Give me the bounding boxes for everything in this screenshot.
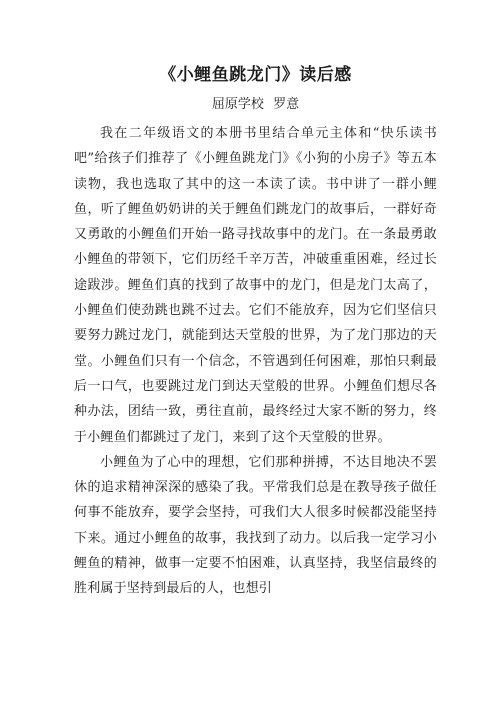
- document-title: 《小鲤鱼跳龙门》读后感: [159, 65, 352, 85]
- body-paragraph-1: 我在二年级语文的本册书里结合单元主体和“快乐读书吧”给孩子们推荐了《小鲤鱼跳龙门》《小狗的小房子》等五本读物，我也选取了其中的这一本读了读。书中讲了一群小鲤鱼，听了鲤鱼奶奶讲的关于鲤鱼们跳龙门的故事后，一群好奇又勇敢的小鲤鱼们开始一路寻找故事中的龙门。在一条最勇敢小鲤鱼的带领下，它们历经千辛万苦，冲破重重困难，经过长途跋涉。鲤鱼们真的找到了故事中的龙门，但是龙门太高了，小鲤鱼们使劲跳也跳不过去。它们不能放弃，因为它们坚信只要努力跳过龙门，就能到达天堂般的世界，为了龙门那边的天堂。小鲤鱼们只有一个信念，不管遇到任何困难，那怕只剩最后一口气，也要跳过龙门到达天堂般的世界。小鲤鱼们想尽各种办法，团结一致，勇往直前，最终经过大家不断的努力，终于小鲤鱼们都跳过了龙门，来到了这个天堂般的世界。: [74, 126, 437, 445]
- body-paragraph-2: 小鲤鱼为了心中的理想，它们那种拼搏，不达目地决不罢休的追求精神深深的感染了我。平常我们总是在教导孩子做任何事不能放弃，要学会坚持，可我们大人很多时候都没能坚持下来。通过小鲤鱼的故事，我找到了动力。以后我一定学习小鲤鱼的精神，做事一定要不怕困难，认真坚持，我坚信最终的胜利属于坚持到最后的人，也想引: [74, 454, 437, 597]
- author-byline: 屈原学校 罗意: [211, 97, 300, 112]
